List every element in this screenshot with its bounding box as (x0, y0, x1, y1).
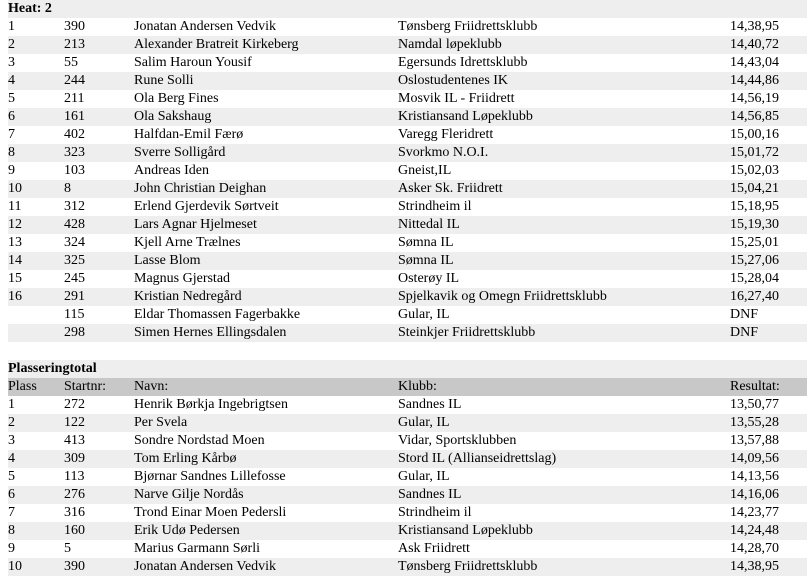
cell-startnr: 428 (64, 217, 85, 232)
cell-startnr: 402 (64, 127, 85, 142)
cell-place: 9 (8, 541, 15, 556)
cell-startnr: 115 (64, 307, 85, 322)
cell-result: 13,57,88 (730, 433, 779, 448)
table-row (8, 198, 807, 216)
table-row (8, 306, 807, 324)
cell-place: 8 (8, 523, 15, 538)
cell-startnr: 298 (64, 325, 85, 340)
cell-name: Per Svela (134, 415, 188, 430)
cell-result: 15,00,16 (730, 127, 779, 142)
cell-startnr: 55 (64, 55, 78, 70)
cell-club: Kristiansand Løpeklubb (398, 523, 533, 538)
cell-club: Asker Sk. Friidrett (398, 181, 503, 196)
cell-place: 11 (8, 199, 22, 214)
cell-place: 16 (8, 289, 22, 304)
cell-startnr: 272 (64, 397, 85, 412)
cell-club: Varegg Fleridrett (398, 127, 494, 142)
table-row (8, 144, 807, 162)
cell-name: Sverre Solligård (134, 145, 226, 160)
cell-result: 14,38,95 (730, 559, 779, 574)
cell-place: 8 (8, 145, 15, 160)
cell-result: 16,27,40 (730, 289, 779, 304)
cell-place: 6 (8, 109, 15, 124)
total-title: Plasseringtotal (8, 360, 807, 378)
cell-club: Vidar, Sportsklubben (398, 433, 517, 448)
table-row (8, 396, 807, 414)
cell-name: Rune Solli (134, 73, 194, 88)
table-row (8, 468, 807, 486)
cell-club: Sandnes IL (398, 487, 462, 502)
header-place: Plass (8, 379, 37, 394)
cell-club: Oslostudentenes IK (398, 73, 509, 88)
cell-name: Tom Erling Kårbø (134, 451, 237, 466)
cell-place: 10 (8, 559, 22, 574)
table-row (8, 504, 807, 522)
cell-name: Ola Sakshaug (134, 109, 212, 124)
cell-result: 14,56,19 (730, 91, 779, 106)
cell-name: Marius Garmann Sørli (134, 541, 260, 556)
cell-club: Egersunds Idrettsklubb (398, 55, 528, 70)
cell-name: Halfdan-Emil Færø (134, 127, 244, 142)
cell-startnr: 244 (64, 73, 85, 88)
cell-place: 5 (8, 469, 15, 484)
cell-result: 14,43,04 (730, 55, 779, 70)
cell-startnr: 8 (64, 181, 71, 196)
table-row (8, 252, 807, 270)
cell-name: Kjell Arne Trælnes (134, 235, 241, 250)
header-startnr: Startnr: (64, 379, 106, 394)
cell-name: Erik Udø Pedersen (134, 523, 240, 538)
cell-name: Magnus Gjerstad (134, 271, 231, 286)
cell-result: 15,28,04 (730, 271, 779, 286)
cell-name: Jonatan Andersen Vedvik (134, 559, 277, 574)
cell-name: Erlend Gjerdevik Sørtveit (134, 199, 279, 214)
cell-club: Namdal løpeklubb (398, 37, 502, 52)
cell-result: 13,55,28 (730, 415, 779, 430)
cell-place: 3 (8, 433, 15, 448)
table-row (8, 234, 807, 252)
cell-place: 14 (8, 253, 22, 268)
table-row (8, 558, 807, 576)
cell-club: Ask Friidrett (398, 541, 470, 556)
cell-club: Mosvik IL - Friidrett (398, 91, 515, 106)
results-page (8, 0, 807, 576)
cell-club: Sandnes IL (398, 397, 462, 412)
cell-club: Tønsberg Friidrettsklubb (398, 19, 538, 34)
cell-startnr: 122 (64, 415, 85, 430)
cell-place: 2 (8, 415, 15, 430)
cell-startnr: 413 (64, 433, 85, 448)
table-row (8, 288, 807, 306)
cell-startnr: 309 (64, 451, 85, 466)
cell-club: Gular, IL (398, 307, 450, 322)
table-row (8, 90, 807, 108)
cell-result: 15,02,03 (730, 163, 779, 178)
cell-name: Salim Haroun Yousif (134, 55, 252, 70)
cell-name: Simen Hernes Ellingsdalen (134, 325, 287, 340)
table-row (8, 180, 807, 198)
cell-name: Trond Einar Moen Pedersli (134, 505, 287, 520)
cell-startnr: 161 (64, 109, 85, 124)
cell-startnr: 276 (64, 487, 85, 502)
cell-result: DNF (730, 325, 759, 340)
cell-startnr: 390 (64, 19, 85, 34)
cell-name: John Christian Deighan (134, 181, 267, 196)
table-row (8, 72, 807, 90)
cell-name: Ola Berg Fines (134, 91, 219, 106)
total-header-row (8, 378, 807, 396)
cell-club: Nittedal IL (398, 217, 460, 232)
table-row (8, 126, 807, 144)
cell-startnr: 323 (64, 145, 85, 160)
cell-club: Stord IL (Allianseidrettslag) (398, 451, 557, 466)
cell-place: 7 (8, 505, 15, 520)
table-row (8, 18, 807, 36)
table-row (8, 108, 807, 126)
heat-results-table (8, 18, 807, 342)
cell-place: 2 (8, 37, 15, 52)
cell-startnr: 316 (64, 505, 85, 520)
cell-place: 3 (8, 55, 15, 70)
cell-startnr: 245 (64, 271, 85, 286)
cell-result: 15,01,72 (730, 145, 779, 160)
cell-name: Jonatan Andersen Vedvik (134, 19, 277, 34)
table-row (8, 54, 807, 72)
cell-place: 10 (8, 181, 22, 196)
section-spacer (8, 342, 807, 360)
cell-place: 13 (8, 235, 22, 250)
cell-result: 14,56,85 (730, 109, 779, 124)
cell-name: Bjørnar Sandnes Lillefosse (134, 469, 286, 484)
cell-startnr: 312 (64, 199, 85, 214)
cell-result: 14,28,70 (730, 541, 779, 556)
cell-result: 15,04,21 (730, 181, 779, 196)
cell-result: 14,40,72 (730, 37, 779, 52)
cell-result: 14,13,56 (730, 469, 779, 484)
table-row (8, 324, 807, 342)
cell-result: 14,44,86 (730, 73, 779, 88)
cell-result: 14,38,95 (730, 19, 779, 34)
cell-result: 14,23,77 (730, 505, 779, 520)
cell-result: 15,25,01 (730, 235, 779, 250)
table-row (8, 162, 807, 180)
cell-result: 14,09,56 (730, 451, 779, 466)
cell-name: Alexander Bratreit Kirkeberg (134, 37, 299, 52)
cell-club: Strindheim il (398, 505, 472, 520)
cell-startnr: 213 (64, 37, 85, 52)
cell-result: DNF (730, 307, 759, 322)
cell-result: 15,27,06 (730, 253, 779, 268)
cell-result: 14,16,06 (730, 487, 779, 502)
cell-startnr: 113 (64, 469, 85, 484)
table-row (8, 522, 807, 540)
cell-result: 13,50,77 (730, 397, 779, 412)
cell-startnr: 103 (64, 163, 85, 178)
cell-startnr: 325 (64, 253, 85, 268)
cell-club: Steinkjer Friidrettsklubb (398, 325, 536, 340)
cell-result: 15,19,30 (730, 217, 779, 232)
cell-name: Narve Gilje Nordås (134, 487, 244, 502)
cell-startnr: 5 (64, 541, 71, 556)
cell-club: Osterøy IL (398, 271, 460, 286)
table-row (8, 414, 807, 432)
cell-startnr: 324 (64, 235, 85, 250)
cell-club: Sømna IL (398, 253, 454, 268)
cell-club: Gneist,IL (398, 163, 452, 178)
header-result: Resultat: (730, 379, 780, 394)
table-row (8, 270, 807, 288)
cell-name: Eldar Thomassen Fagerbakke (134, 307, 301, 322)
cell-club: Spjelkavik og Omegn Friidrettsklubb (398, 289, 607, 304)
cell-club: Svorkmo N.O.I. (398, 145, 489, 160)
cell-name: Sondre Nordstad Moen (134, 433, 265, 448)
cell-startnr: 291 (64, 289, 85, 304)
cell-club: Strindheim il (398, 199, 472, 214)
cell-place: 15 (8, 271, 22, 286)
header-club: Klubb: (398, 379, 437, 394)
cell-result: 15,18,95 (730, 199, 779, 214)
cell-startnr: 211 (64, 91, 85, 106)
heat-title: Heat: 2 (8, 0, 807, 18)
cell-place: 7 (8, 127, 15, 142)
cell-place: 12 (8, 217, 22, 232)
cell-club: Gular, IL (398, 469, 450, 484)
table-row (8, 432, 807, 450)
cell-place: 1 (8, 397, 15, 412)
cell-club: Tønsberg Friidrettsklubb (398, 559, 538, 574)
header-name: Navn: (134, 379, 169, 394)
cell-name: Lars Agnar Hjelmeset (134, 217, 257, 232)
cell-startnr: 160 (64, 523, 85, 538)
cell-name: Andreas Iden (134, 163, 210, 178)
cell-name: Lasse Blom (134, 253, 201, 268)
cell-club: Gular, IL (398, 415, 450, 430)
cell-place: 9 (8, 163, 15, 178)
cell-startnr: 390 (64, 559, 85, 574)
cell-name: Henrik Børkja Ingebrigtsen (134, 397, 288, 412)
table-row (8, 540, 807, 558)
table-row (8, 450, 807, 468)
table-row (8, 486, 807, 504)
cell-place: 4 (8, 73, 15, 88)
cell-place: 6 (8, 487, 15, 502)
total-results-table (8, 396, 807, 576)
cell-club: Kristiansand Løpeklubb (398, 109, 533, 124)
cell-place: 1 (8, 19, 15, 34)
cell-result: 14,24,48 (730, 523, 779, 538)
cell-name: Kristian Nedregård (134, 289, 242, 304)
cell-club: Sømna IL (398, 235, 454, 250)
table-row (8, 216, 807, 234)
cell-place: 5 (8, 91, 15, 106)
table-row (8, 36, 807, 54)
cell-place: 4 (8, 451, 15, 466)
